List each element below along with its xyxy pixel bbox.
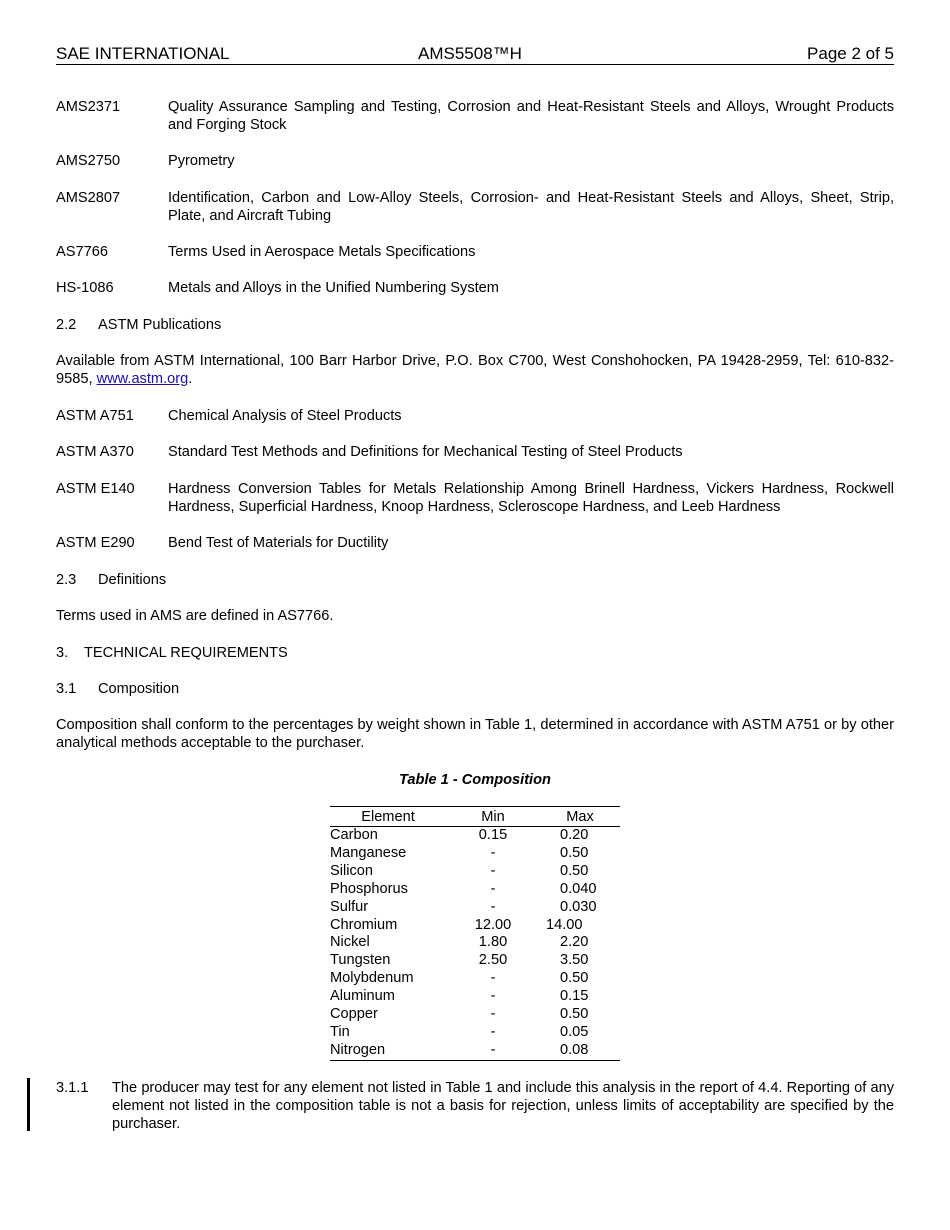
section-number: 2.3 [56,572,77,588]
reference-title: Hardness Conversion Tables for Metals Relationship Among Brinell Hardness, Vickers Hardness, Rockwell Hardness, Superficial Hardness, Knoop Hardness, Scleroscope Hardness, and Leeb Hardness [168,481,894,515]
section-number: 3.1.1 [56,1080,89,1096]
table-row [330,881,620,899]
max-cell: 0.040 [560,880,597,897]
min-cell: - [490,970,496,987]
max-cell: 0.05 [560,1023,589,1040]
element-cell: Tin [330,1023,350,1040]
table-row [330,917,620,935]
min-cell: - [490,988,496,1005]
reference-title: Quality Assurance Sampling and Testing, Corrosion and Heat-Resistant Steels and Alloys, Wrought Products and Forging Stock [168,99,894,133]
table-row [330,952,620,970]
column-header-min: Min [446,807,540,827]
min-cell: - [490,880,496,897]
section-title: TECHNICAL REQUIREMENTS [84,645,288,661]
reference-code: AMS2750 [56,153,121,169]
min-cell: - [490,862,496,879]
min-cell: - [490,898,496,915]
max-cell: 0.50 [560,862,589,879]
max-cell: 0.20 [560,827,589,843]
column-header-max: Max [540,807,620,827]
max-cell: 0.50 [560,970,589,987]
table-row [330,899,620,917]
element-cell: Silicon [330,862,373,879]
table-row [330,827,620,845]
table-row [330,1042,620,1060]
definitions-paragraph: Terms used in AMS are defined in AS7766. [56,608,334,624]
element-cell: Molybdenum [330,970,414,987]
page-header [56,43,894,65]
section-title: Composition [98,681,180,697]
max-cell: 0.15 [560,988,589,1005]
table-row [330,988,620,1006]
section-number: 2.2 [56,317,77,333]
header-document-id: AMS5508™H [418,44,522,63]
header-organization: SAE INTERNATIONAL [56,44,230,63]
reference-title: Bend Test of Materials for Ductility [168,535,389,551]
table-row [330,970,620,988]
table-row [330,934,620,952]
reference-title: Identification, Carbon and Low-Alloy Steels, Corrosion- and Heat-Resistant Steels and Alloys, Sheet, Strip, Plate, and Aircraft Tubing [168,190,894,224]
reference-title: Chemical Analysis of Steel Products [168,408,402,424]
reference-title: Metals and Alloys in the Unified Numbering System [168,280,499,296]
section-title: ASTM Publications [98,317,222,333]
reference-code: ASTM A751 [56,408,134,424]
section-number: 3.1 [56,681,77,697]
reference-code: ASTM A370 [56,444,134,460]
reference-code: AS7766 [56,244,108,260]
reference-title: Pyrometry [168,153,235,169]
composition-paragraph: Composition shall conform to the percentages by weight shown in Table 1, determined in accordance with ASTM A751 or by other analytical methods acceptable to the purchaser. [56,717,894,751]
min-cell: - [490,1006,496,1023]
reference-code: ASTM E290 [56,535,135,551]
max-cell: 2.20 [560,934,589,951]
table-caption: Table 1 - Composition [399,772,551,788]
section-number: 3. [56,645,69,661]
table-row [330,1006,620,1024]
max-cell: 0.50 [560,1006,589,1023]
availability-text: Available from ASTM International, 100 Barr Harbor Drive, P.O. Box C700, West Conshohocken, PA 19428-2959, Tel: 610-832-9585, [56,353,894,387]
min-cell: 1.80 [478,934,508,951]
availability-trailing: . [188,371,193,387]
table-row [330,863,620,881]
producer-testing-paragraph: The producer may test for any element not listed in Table 1 and include this analysis in the report of 4.4. Reporting of any element not listed in the composition table is not a basis for rejection, unless limits of acceptability are specified by the purchaser. [112,1080,894,1132]
astm-website-link[interactable]: www.astm.org [96,371,189,387]
max-cell: 3.50 [560,952,589,969]
header-page-number: Page 2 of 5 [807,44,894,63]
element-cell: Sulfur [330,898,369,915]
revision-change-bar [27,1078,30,1131]
min-cell: - [490,844,496,861]
min-cell: - [490,1041,496,1058]
reference-code: HS-1086 [56,280,114,296]
max-cell: 0.50 [560,844,589,861]
element-cell: Phosphorus [330,880,408,897]
element-cell: Tungsten [330,952,391,969]
max-cell: 0.08 [560,1041,589,1058]
element-cell: Carbon [330,827,378,843]
section-title: Definitions [98,572,167,588]
element-cell: Copper [330,1006,378,1023]
table-row [330,1024,620,1042]
max-cell: 14.00 [546,916,583,933]
min-cell: 0.15 [478,827,508,843]
table-row [330,845,620,863]
min-cell: 2.50 [478,952,508,969]
astm-availability-paragraph [56,352,894,388]
reference-code: ASTM E140 [56,481,135,497]
reference-code: AMS2807 [56,190,121,206]
min-cell: 12.00 [474,916,512,933]
element-cell: Chromium [330,916,398,933]
element-cell: Aluminum [330,988,395,1005]
reference-title: Standard Test Methods and Definitions for Mechanical Testing of Steel Products [168,444,683,460]
reference-title: Terms Used in Aerospace Metals Specifications [168,244,476,260]
min-cell: - [490,1023,496,1040]
composition-table [330,806,620,1061]
element-cell: Manganese [330,844,407,861]
element-cell: Nitrogen [330,1041,386,1058]
max-cell: 0.030 [560,898,597,915]
table-header-row [330,807,620,827]
column-header-element: Element [330,807,446,827]
reference-code: AMS2371 [56,99,121,115]
element-cell: Nickel [330,934,370,951]
